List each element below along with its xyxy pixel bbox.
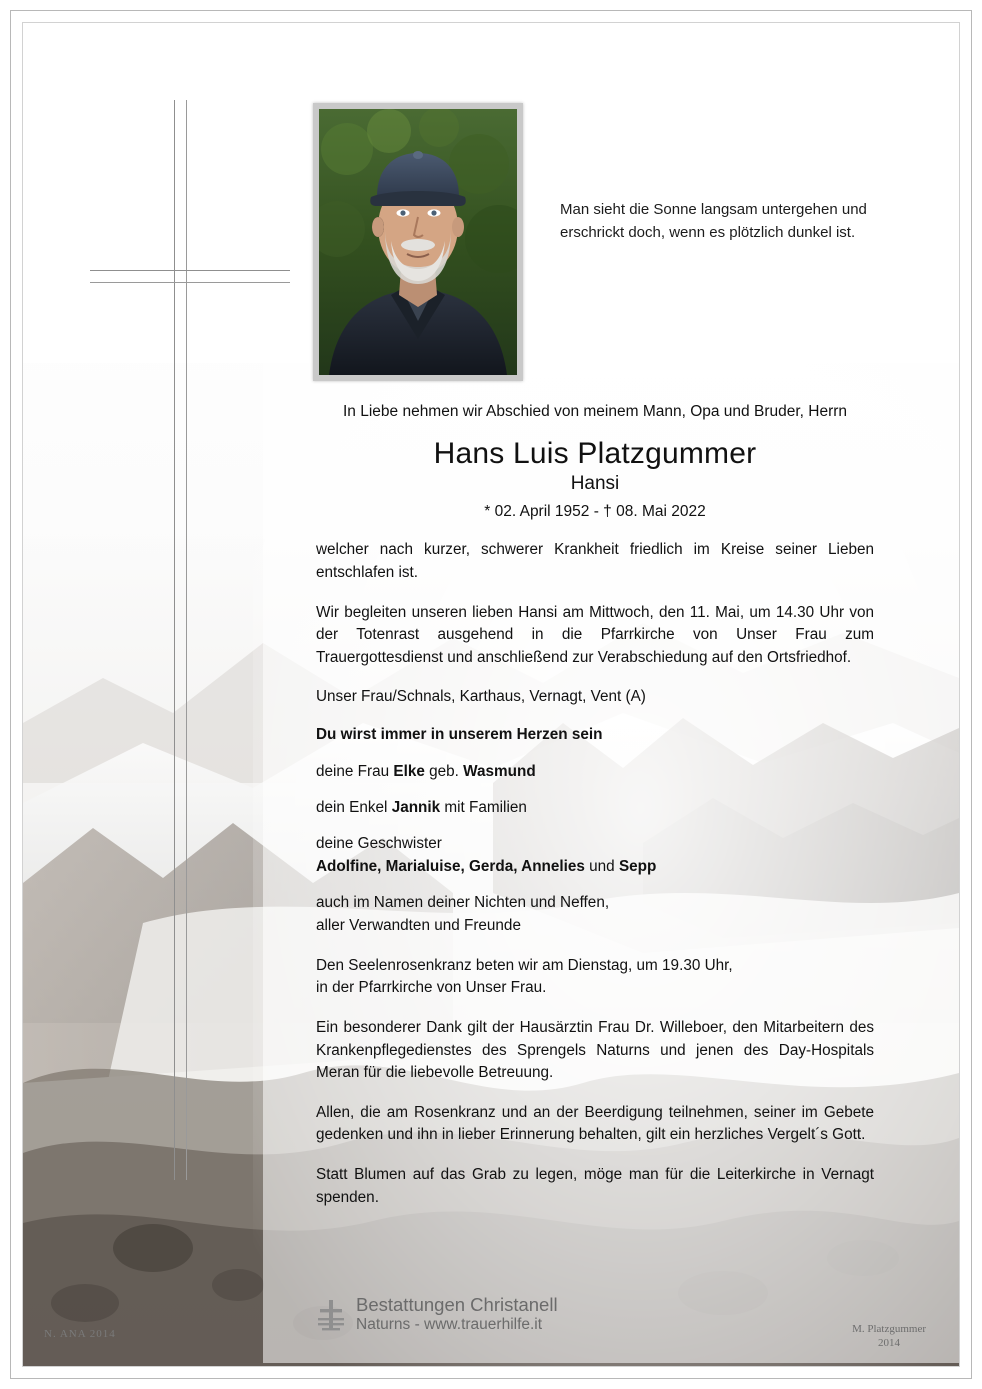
family-others (316, 892, 874, 938)
wife-prefix: deine Frau (316, 763, 394, 780)
cross-icon (90, 100, 290, 1180)
funeral-paragraph: Wir begleiten unseren lieben Hansi am Mittwoch, den 11. Mai, um 14.30 Uhr von der Totenrast ausgehend in die Pfarrkirche von Unser Frau zum Trauergottesdienst und anschließend zur Verabschiedung auf den Ortsfriedhof. (316, 603, 874, 666)
places-line: Unser Frau/Schnals, Karthaus, Vernagt, Vent (A) (316, 688, 646, 706)
thanks-paragraph: Ein besonderer Dank gilt der Hausärztin Frau Dr. Willeboer, den Mitarbeitern des Krankenpflegedienstes des Sprengels Naturns und jenen des Day-Hospitals Meran für die liebevolle Betreuung. (316, 1018, 874, 1082)
portrait-photo (319, 109, 517, 375)
grandson-prefix: dein Enkel (316, 798, 392, 816)
rosary-line-2: in der Pfarrkirche von Unser Frau. (316, 979, 547, 997)
siblings-label: deine Geschwister (316, 834, 442, 852)
wife-maiden-name: Wasmund (463, 763, 536, 780)
heart-line: Du wirst immer in unserem Herzen sein (316, 726, 603, 743)
wife-mid: geb. (424, 763, 464, 780)
rosary-paragraph (316, 955, 874, 1000)
funeral-home-footer (316, 1295, 736, 1334)
artwork-signature-left: N. ANA 2014 (44, 1328, 116, 1340)
siblings-names: Adolfine, Marialuise, Gerda, Annelies (316, 857, 585, 875)
siblings-last-name: Sepp (618, 857, 657, 875)
family-siblings (316, 833, 874, 879)
family-grandson (316, 797, 874, 820)
family-wife (316, 761, 874, 784)
deceased-nickname: Hansi (570, 473, 620, 495)
wife-name: Elke (393, 763, 425, 780)
birth-death-dates: * 02. April 1952 - † 08. Mai 2022 (484, 503, 706, 521)
grandson-name: Jannik (391, 798, 441, 816)
attendance-paragraph: Allen, die am Rosenkranz und an der Beerdigung teilnehmen, seiner im Gebete gedenken und ihn in lieber Erinnerung behalten, gilt ein herzliches Vergelt´s Gott. (316, 1103, 874, 1144)
rosary-line-1: Den Seelenrosenkranz beten wir am Dienstag, um 19.30 Uhr, (316, 956, 733, 974)
artwork-signature-right (852, 1322, 926, 1351)
death-paragraph: welcher nach kurzer, schwerer Krankheit friedlich im Kreise seiner Lieben entschlafen ist. (316, 541, 874, 581)
others-line-1: auch im Namen deiner Nichten und Neffen, (316, 893, 610, 911)
funeral-home-logo-icon (316, 1298, 346, 1332)
memorial-quote: Man sieht die Sonne langsam untergehen und erschrickt doch, wenn es plötzlich dunkel ist. (560, 201, 867, 242)
funeral-home-location-web: Naturns - www.trauerhilfe.it (356, 1315, 543, 1333)
artwork-signature-right-name: M. Platzgummer (852, 1323, 926, 1335)
deceased-name: Hans Luis Platzgummer (433, 437, 757, 471)
artwork-signature-right-year: 2014 (878, 1337, 901, 1350)
funeral-home-name: Bestattungen Christanell (356, 1294, 558, 1315)
grandson-suffix: mit Familien (440, 798, 527, 816)
portrait-photo-frame (313, 103, 523, 381)
donation-paragraph: Statt Blumen auf das Grab zu legen, möge man für die Leiterkirche in Vernagt spenden. (316, 1166, 874, 1206)
intro-text: In Liebe nehmen wir Abschied von meinem Mann, Opa und Bruder, Herrn (342, 403, 848, 420)
memorial-content (316, 400, 874, 1226)
siblings-conjunction: und (584, 857, 619, 875)
others-line-2: aller Verwandten und Freunde (316, 916, 521, 934)
